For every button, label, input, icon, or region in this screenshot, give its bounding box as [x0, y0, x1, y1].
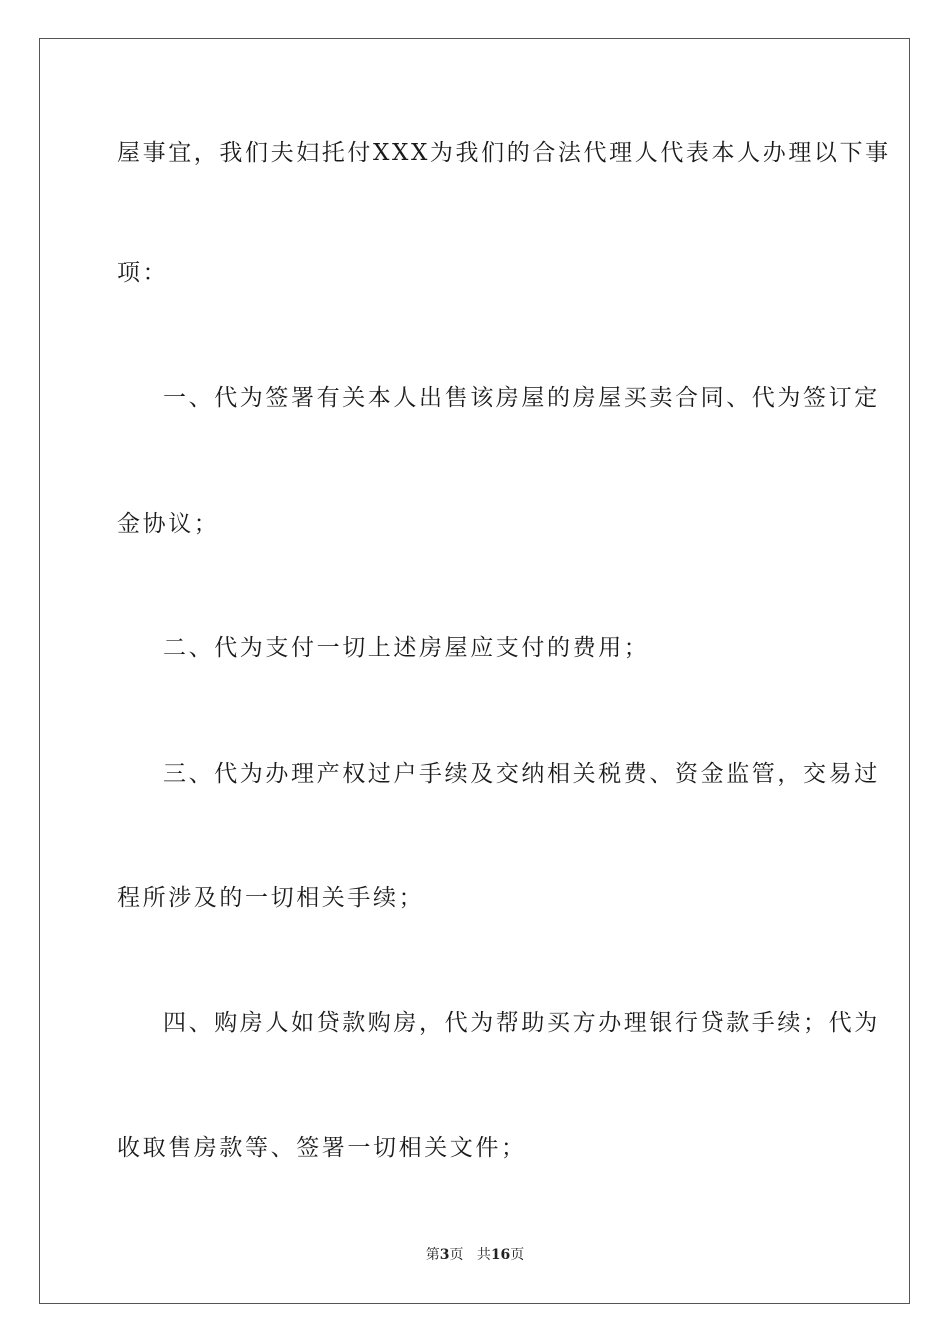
footer-total-suffix: 页 [510, 1247, 525, 1263]
text-line-6: 三、代为办理产权过户手续及交纳相关税费、资金监管，交易过 [163, 761, 880, 787]
footer-total-prefix: 共 [476, 1247, 491, 1263]
text-line-4: 金协议； [117, 511, 220, 537]
page-frame [39, 38, 910, 1304]
text-line-3: 一、代为签署有关本人出售该房屋的房屋买卖合同、代为签订定 [163, 385, 880, 411]
text-line-7: 程所涉及的一切相关手续； [117, 885, 425, 911]
footer-prefix: 第 [425, 1247, 440, 1263]
total-page-count: 16 [490, 1247, 511, 1263]
text-line-8: 四、购房人如贷款购房，代为帮助买方办理银行贷款手续；代为 [163, 1010, 880, 1036]
text-line-1: 屋事宜，我们夫妇托付XXX为我们的合法代理人代表本人办理以下事 [117, 140, 891, 166]
text-line-2: 项： [117, 260, 169, 286]
text-line-5: 二、代为支付一切上述房屋应支付的费用； [163, 635, 650, 661]
footer-page-word: 页 [449, 1247, 464, 1263]
current-page-number: 3 [439, 1247, 450, 1263]
text-line-9: 收取售房款等、签署一切相关文件； [117, 1135, 527, 1161]
page-footer [0, 1246, 950, 1264]
